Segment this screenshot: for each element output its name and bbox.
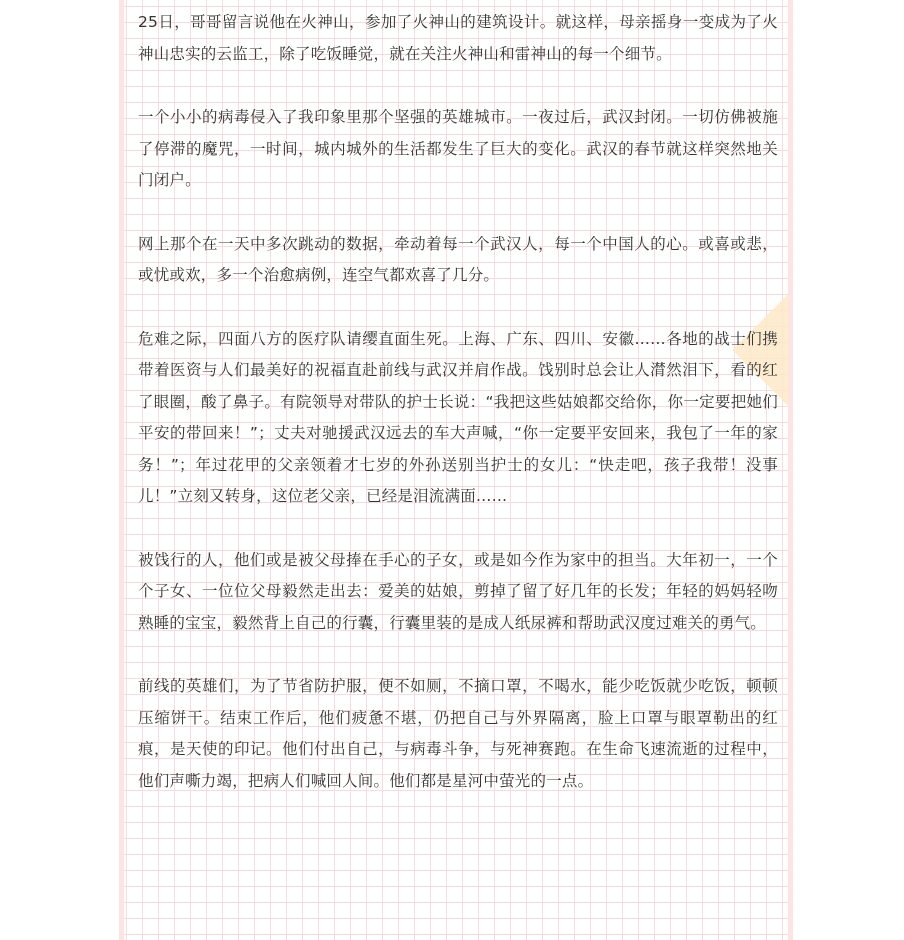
article-paragraph: 危难之际，四面八方的医疗队请缨直面生死。上海、广东、四川、安徽……各地的战士们携带着医资与人们最美好的祝福直赴前线与武汉并肩作战。饯别时总会让人潸然泪下，看的红了眼圈，酸了鼻子。有院领导对带队的护士长说：“我把这些姑娘都交给你，你一定要把她们平安的带回来！”；丈夫对驰援武汉远去的车大声喊，“你一定要平安回来，我包了一年的家务！”；年过花甲的父亲领着才七岁的外孙送别当护士的女儿：“快走吧，孩子我带！没事儿！”立刻又转身，这位老父亲，已经是泪流满面…… bbox=[138, 329, 778, 505]
article-paragraph: 被饯行的人，他们或是被父母捧在手心的子女，或是如今作为家中的担当。大年初一，一个个子女、一位位父母毅然走出去：爱美的姑娘，剪掉了留了好几年的长发；年轻的妈妈轻吻熟睡的宝宝，毅然背上自己的行囊，行囊里装的是成人纸尿裤和帮助武汉度过难关的勇气。 bbox=[138, 550, 778, 632]
article-paragraph: 25日，哥哥留言说他在火神山，参加了火神山的建筑设计。就这样，母亲摇身一变成为了火神山忠实的云监工，除了吃饭睡觉，就在关注火神山和雷神山的每一个细节。 bbox=[138, 13, 778, 63]
article-paragraph: 一个小小的病毒侵入了我印象里那个坚强的英雄城市。一夜过后，武汉封闭。一切仿佛被施了停滞的魔咒，一时间，城内城外的生活都发生了巨大的变化。武汉的春节就这样突然地关门闭户。 bbox=[138, 108, 778, 189]
article-panel bbox=[119, 0, 793, 940]
article-body bbox=[138, 7, 778, 829]
article-paragraph: 网上那个在一天中多次跳动的数据，牵动着每一个武汉人，每一个中国人的心。或喜或悲，或忧或欢，多一个治愈病例，连空气都欢喜了几分。 bbox=[138, 234, 778, 284]
article-paragraph: 前线的英雄们，为了节省防护服，便不如厕，不摘口罩，不喝水，能少吃饭就少吃饭，顿顿压缩饼干。结束工作后，他们疲惫不堪，仍把自己与外界隔离，脸上口罩与眼罩勒出的红痕，是天使的印记。他们付出自己，与病毒斗争，与死神赛跑。在生命飞速流逝的过程中，他们声嘶力竭，把病人们喊回人间。他们都是星河中萤光的一点。 bbox=[138, 677, 778, 790]
